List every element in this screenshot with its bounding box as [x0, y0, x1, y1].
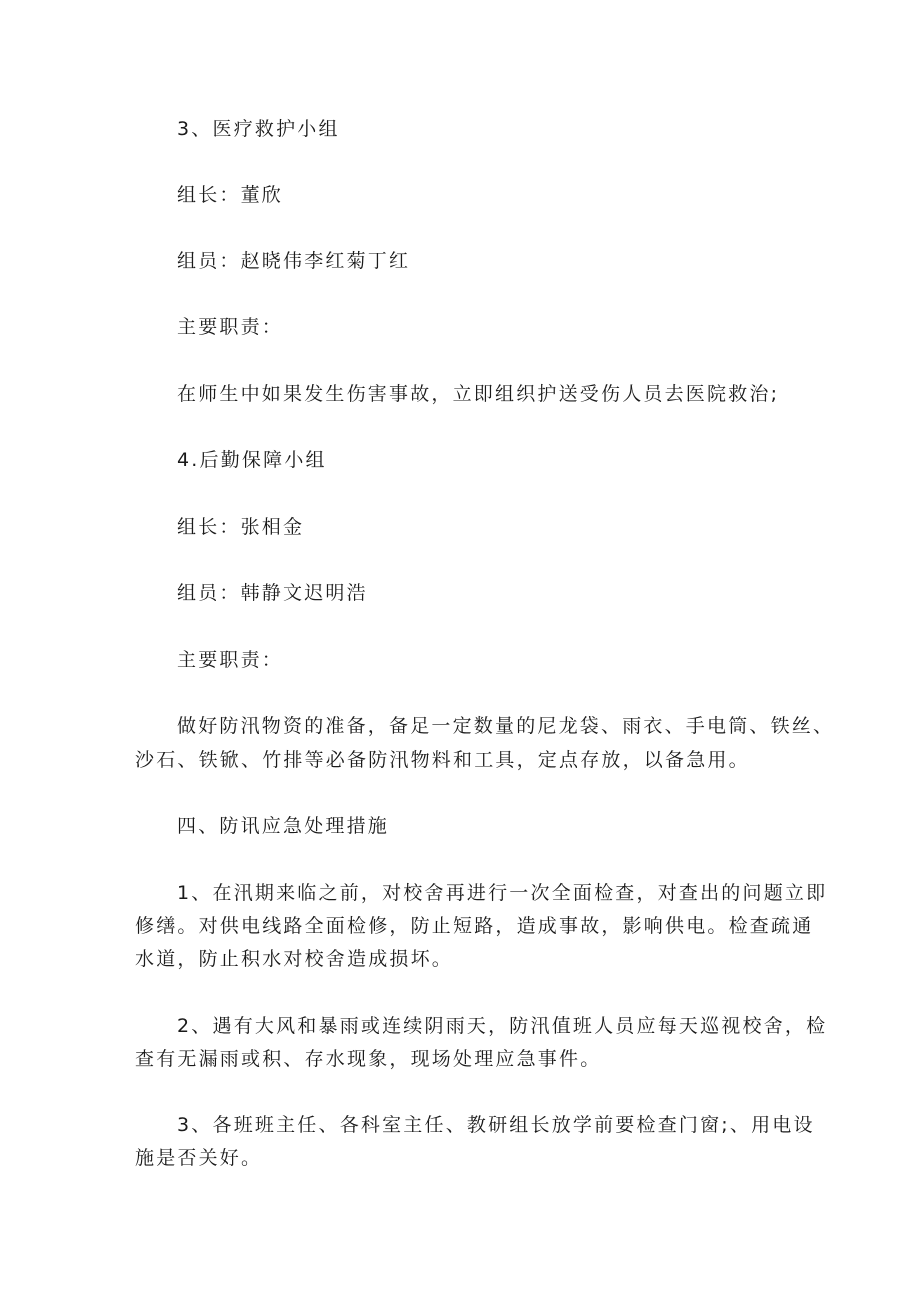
measure-paragraph-1: 1、在汛期来临之前，对校舍再进行一次全面检查，对查出的问题立即	[177, 882, 828, 904]
team-leader-line: 组长：董欣	[177, 184, 284, 206]
measure-paragraph-1-continued: 修缮。对供电线路全面检修，防止短路，造成事故，影响供电。检查疏通	[135, 915, 814, 937]
section-heading-logistics-team: 4.后勤保障小组	[177, 449, 327, 471]
team-members-line: 组员：赵晓伟李红菊丁红	[177, 250, 411, 272]
duties-heading: 主要职责：	[177, 316, 284, 338]
section-heading-medical-team: 3、医疗救护小组	[177, 118, 340, 140]
section-heading-emergency-measures: 四、防讯应急处理措施	[177, 815, 390, 837]
measure-paragraph-2: 2、遇有大风和暴雨或连续阴雨天，防汛值班人员应每天巡视校舍，检	[177, 1015, 828, 1037]
duties-heading: 主要职责：	[177, 649, 284, 671]
duties-text: 做好防汛物资的准备，备足一定数量的尼龙袋、雨衣、手电筒、铁丝、	[177, 715, 835, 737]
duties-text-continued: 沙石、铁锨、竹排等必备防汛物料和工具，定点存放，以备急用。	[135, 749, 750, 771]
team-leader-line: 组长：张相金	[177, 516, 305, 538]
measure-paragraph-3-continued: 施是否关好。	[135, 1147, 263, 1169]
measure-paragraph-3: 3、各班班主任、各科室主任、教研组长放学前要检查门窗;、用电设	[177, 1114, 815, 1136]
duties-text: 在师生中如果发生伤害事故，立即组织护送受伤人员去医院救治;	[177, 383, 780, 405]
measure-paragraph-2-continued: 查有无漏雨或积、存水现象，现场处理应急事件。	[135, 1048, 602, 1070]
team-members-line: 组员：韩静文迟明浩	[177, 582, 368, 604]
measure-paragraph-1-continued: 水道，防止积水对校舍造成损坏。	[135, 948, 454, 970]
